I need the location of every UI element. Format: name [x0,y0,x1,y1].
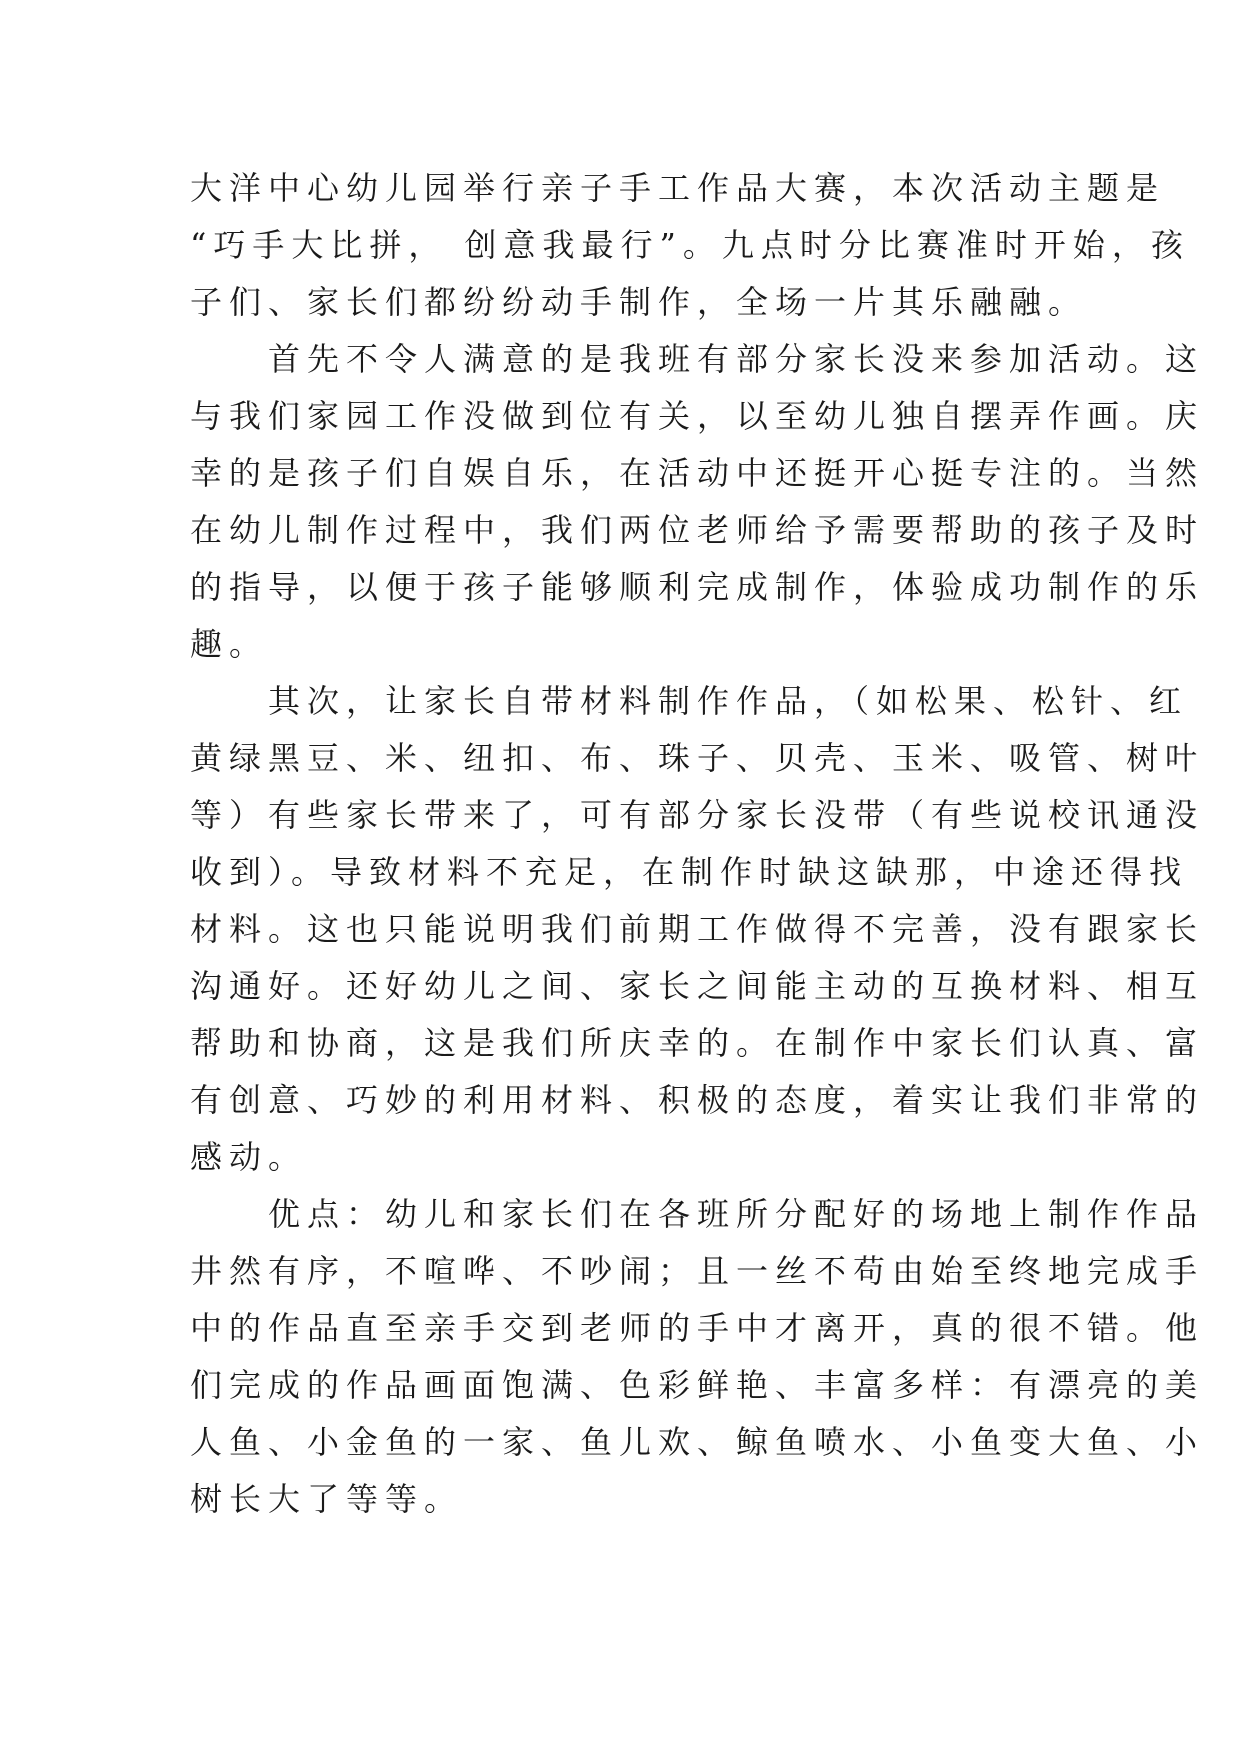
paragraph [190,673,1205,1186]
text-line: 趣。 [190,625,269,663]
text-line: 幸的是孩子们自娱自乐，在活动中还挺开心挺专注的。当然 [190,454,1205,492]
text-line: 与我们家园工作没做到位有关，以至幼儿独自摆弄作画。庆 [190,397,1205,435]
text-line: 们完成的作品画面饱满、色彩鲜艳、丰富多样：有漂亮的美 [190,1366,1205,1404]
paragraph [190,331,1205,673]
text-line: “巧手大比拼， 创意我最行”。九点时分比赛准时开始，孩 [190,226,1190,264]
text-line: 的指导，以便于孩子能够顺利完成制作，体验成功制作的乐 [190,568,1205,606]
text-line: 等）有些家长带来了，可有部分家长没带（有些说校讯通没 [190,796,1205,834]
text-line: 沟通好。还好幼儿之间、家长之间能主动的互换材料、相互 [190,967,1205,1005]
text-line: 大洋中心幼儿园举行亲子手工作品大赛，本次活动主题是 [190,169,1166,207]
text-line: 黄绿黑豆、米、纽扣、布、珠子、贝壳、玉米、吸管、树叶 [190,739,1205,777]
text-line: 中的作品直至亲手交到老师的手中才离开，真的很不错。他 [190,1309,1205,1347]
paragraph [190,1186,1205,1528]
text-line: 子们、家长们都纷纷动手制作，全场一片其乐融融。 [190,283,1088,321]
text-line: 在幼儿制作过程中，我们两位老师给予需要帮助的孩子及时 [190,511,1205,549]
text-line: 树长大了等等。 [190,1480,464,1518]
text-line: 其次，让家长自带材料制作作品，（如松果、松针、红 [268,682,1189,720]
text-line: 井然有序，不喧哗、不吵闹；且一丝不苟由始至终地完成手 [190,1252,1205,1290]
text-line: 感动。 [190,1138,308,1176]
text-line: 优点：幼儿和家长们在各班所分配好的场地上制作作品 [268,1195,1205,1233]
paragraph [190,160,1190,331]
text-line: 有创意、巧妙的利用材料、积极的态度，着实让我们非常的 [190,1081,1205,1119]
text-line: 材料。这也只能说明我们前期工作做得不完善，没有跟家长 [190,910,1205,948]
text-line: 收到）。导致材料不充足，在制作时缺这缺那，中途还得找 [190,853,1189,891]
text-line: 首先不令人满意的是我班有部分家长没来参加活动。这 [268,340,1205,378]
document-body [190,160,1205,1528]
text-line: 帮助和协商，这是我们所庆幸的。在制作中家长们认真、富 [190,1024,1205,1062]
text-line: 人鱼、小金鱼的一家、鱼儿欢、鲸鱼喷水、小鱼变大鱼、小 [190,1423,1205,1461]
